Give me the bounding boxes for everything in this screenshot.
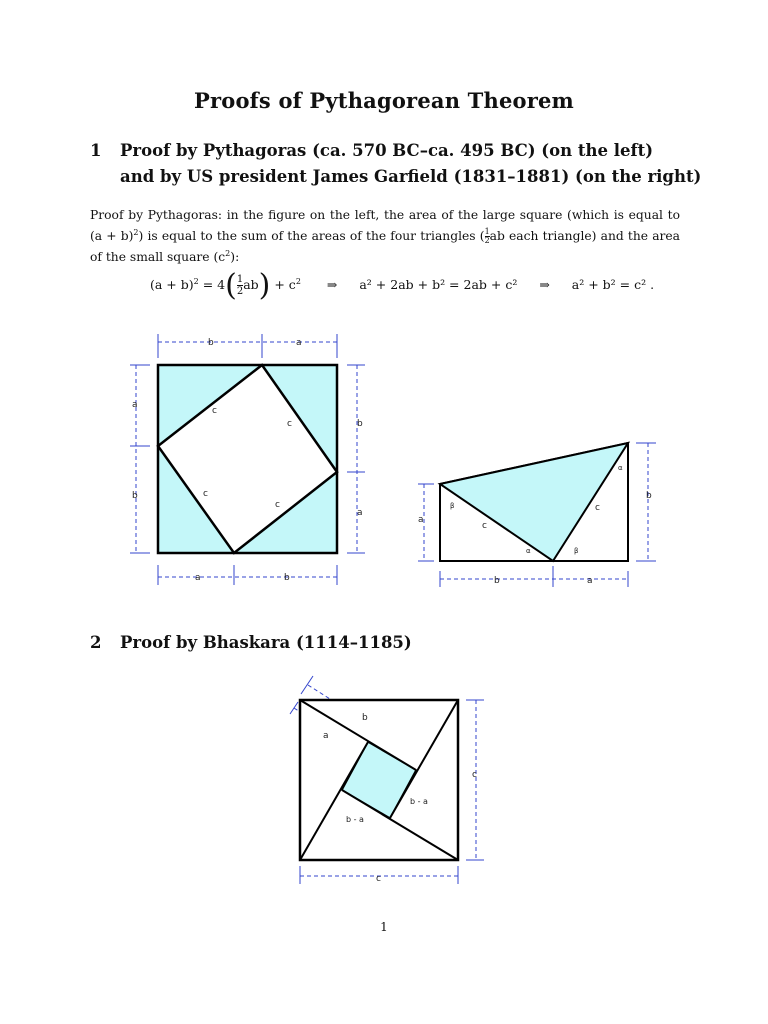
right-fig-label-alpha2: α [526,547,531,555]
section-1-number: 1 [90,141,102,160]
section-2-line1: Proof by Bhaskara (1114–1185) [120,633,412,652]
section-1-line1: Proof by Pythagoras (ca. 570 BC–ca. 495 BC) (on the left) [120,141,653,160]
right-fig-label-beta1: β [450,502,455,510]
paragraph-text-1: Proof by Pythagoras: in the figure on the left, the area of the large square (which is equal to (a + b) [90,208,680,244]
right-fig-label-right-b: b [646,491,652,501]
left-fig-label-c1: c [212,406,217,416]
eq-frac-den: 2 [236,286,244,297]
paragraph-frac-den: 2 [484,236,490,246]
paragraph-sup-2: 2 [225,249,231,259]
section-1-line2: and by US president James Garfield (1831–1881) (on the right) [120,167,702,186]
left-fig-label-bottom-b: b [284,573,290,583]
section-2-number: 2 [90,633,102,652]
equation: $(a + b)^2 = 4$( $\frac{1}{2}$ $ab) + c^2$ ⇒ a² + 2ab + b² = 2ab + c² ⇒ a² + b² = c² . [150,268,655,303]
eq-sup-c: 2 [295,276,301,286]
left-fig-label-top-b: b [208,338,214,348]
page-title: Proofs of Pythagorean Theorem [194,88,574,113]
left-fig-label-top-a: a [296,338,302,348]
eq-middle: a² + 2ab + b² = 2ab + c² [359,277,518,292]
left-fig-label-left-b: b [132,491,138,501]
left-fig-label-right-b: b [357,419,363,429]
left-fig-label-c2: c [287,419,292,429]
right-fig-label-c2: c [595,503,600,513]
implies-1: ⇒ [326,277,338,292]
right-fig-label-bottom-b: b [494,576,500,586]
right-fig-label-alpha1: α [618,464,623,472]
right-fig-label-c1: c [482,521,487,531]
page-number: 1 [380,920,388,934]
paragraph-text-3: ab each triangle) and the area of the small square (c [90,229,681,265]
bhaskara-label-c-bottom: c [376,874,381,884]
bhaskara-label-b-minus-a-left: b - a [346,815,364,824]
eq-frac-num: 1 [236,274,244,285]
paragraph-text-2: ) is equal to the sum of the areas of the four triangles ( [138,229,485,244]
paragraph-frac-num: 1 [484,227,490,237]
left-fig-label-c3: c [203,489,208,499]
eq-lhs: (a + b) [150,277,194,292]
eq-inner: ab [243,277,259,292]
paragraph-sup-1: 2 [133,228,139,237]
eq-plus-c: + c [270,277,296,292]
bhaskara-label-b-minus-a-right: b - a [410,797,428,806]
bhaskara-label-a: a [323,731,329,741]
left-fig-label-bottom-a: a [195,573,201,583]
right-fig-label-beta2: β [574,547,579,555]
paragraph-text-4: ): [230,250,240,265]
left-fig-label-left-a: a [132,400,138,410]
left-fig-label-right-a: a [357,508,363,518]
bhaskara-label-b: b [362,713,368,723]
eq-rhs: a² + b² = c² . [571,277,655,292]
eq-sup: 2 [193,276,199,286]
left-fig-label-c4: c [275,500,280,510]
right-fig-label-bottom-a: a [587,576,593,586]
bhaskara-label-c-right: c [472,770,477,780]
eq-equals: = 4 [198,277,226,292]
implies-2: ⇒ [539,277,550,292]
right-fig-label-left-a: a [418,515,424,525]
